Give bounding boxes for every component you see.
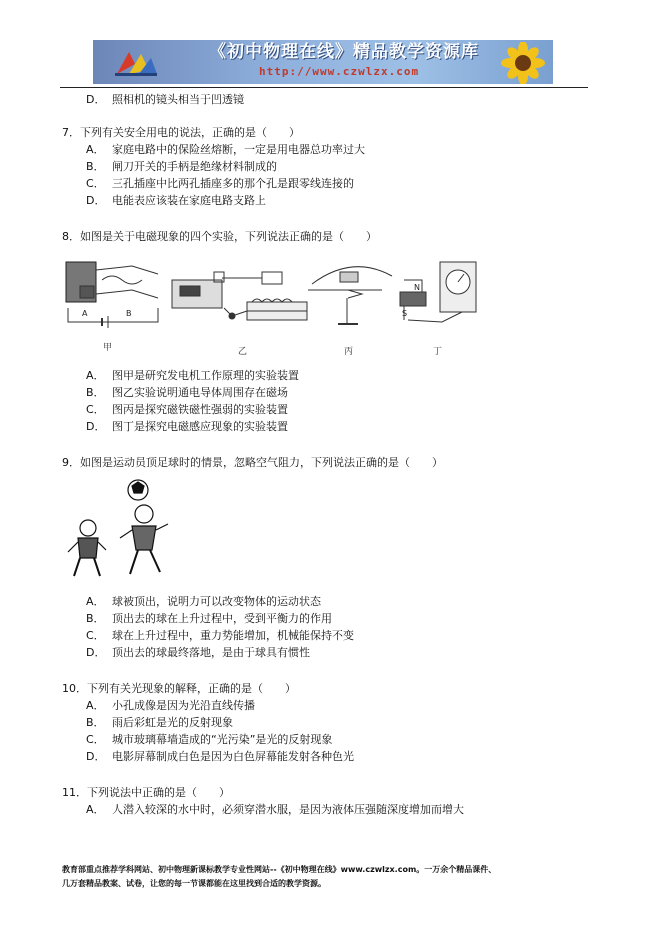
players-drawing bbox=[64, 476, 174, 584]
figure-heading-ball bbox=[64, 476, 174, 584]
header-banner bbox=[93, 40, 553, 84]
footer-line-2: 几万套精品教案、试卷，让您的每一节课都能在这里找到合适的教学资源。 bbox=[62, 879, 326, 888]
q9-option-c: C． 球在上升过程中，重力势能增加，机械能保持不变 bbox=[86, 629, 354, 642]
q8-option-d: D． 图丁是探究电磁感应现象的实验装置 bbox=[86, 420, 288, 433]
label-a: A bbox=[82, 309, 88, 318]
q11-option-a: A． 人潜入较深的水中时，必须穿潜水服，是因为液体压强随深度增加而增大 bbox=[86, 803, 464, 816]
site-logo bbox=[113, 46, 159, 78]
q8-option-a: A． 图甲是研究发电机工作原理的实验装置 bbox=[86, 369, 299, 382]
q8-option-b: B． 图乙实验说明通电导体周围存在磁场 bbox=[86, 386, 288, 399]
header-rule bbox=[60, 87, 588, 88]
banner-title: 《初中物理在线》精品教学资源库 bbox=[209, 42, 479, 62]
q9-option-d: D． 顶出去的球最终落地，是由于球具有惯性 bbox=[86, 646, 310, 659]
caption-jia: 甲 bbox=[103, 343, 113, 353]
question-8: 8．如图是关于电磁现象的四个实验，下列说法正确的是（ ） bbox=[62, 230, 377, 243]
question-9: 9．如图是运动员顶足球时的情景，忽略空气阻力，下列说法正确的是（ ） bbox=[62, 456, 443, 469]
q7-option-c: C． 三孔插座中比两孔插座多的那个孔是跟零线连接的 bbox=[86, 177, 354, 190]
q8-option-c: C． 图丙是探究磁铁磁性强弱的实验装置 bbox=[86, 403, 288, 416]
q9-option-b: B． 顶出去的球在上升过程中，受到平衡力的作用 bbox=[86, 612, 332, 625]
label-s: S bbox=[402, 309, 408, 318]
question-11: 11．下列说法中正确的是（ ） bbox=[62, 786, 230, 799]
q7-option-b: B． 闸刀开关的手柄是绝缘材料制成的 bbox=[86, 160, 277, 173]
caption-ding: 丁 bbox=[433, 347, 443, 357]
sunflower-icon bbox=[493, 42, 553, 84]
q10-option-b: B． 雨后彩虹是光的反射现象 bbox=[86, 716, 233, 729]
label-n: N bbox=[414, 283, 420, 292]
q9-option-a: A． 球被顶出，说明力可以改变物体的运动状态 bbox=[86, 595, 321, 608]
experiment-drawings bbox=[62, 250, 492, 360]
q10-option-d: D． 电影屏幕制成白色是因为白色屏幕能发射各种色光 bbox=[86, 750, 354, 763]
caption-yi: 乙 bbox=[238, 347, 248, 357]
question-7: 7．下列有关安全用电的说法，正确的是（ ） bbox=[62, 126, 300, 139]
q6-option-d: D． 照相机的镜头相当于凹透镜 bbox=[86, 93, 244, 106]
caption-bing: 丙 bbox=[344, 347, 354, 357]
q10-option-c: C． 城市玻璃幕墙造成的“光污染”是光的反射现象 bbox=[86, 733, 333, 746]
question-10: 10．下列有关光现象的解释，正确的是（ ） bbox=[62, 682, 296, 695]
banner-url: http://www.czwlzx.com bbox=[259, 65, 420, 78]
q7-option-a: A． 家庭电路中的保险丝熔断，一定是用电器总功率过大 bbox=[86, 143, 365, 156]
figure-electromagnetism-experiments bbox=[62, 250, 492, 360]
q10-option-a: A． 小孔成像是因为光沿直线传播 bbox=[86, 699, 255, 712]
label-b: B bbox=[126, 309, 132, 318]
q7-option-d: D． 电能表应该装在家庭电路支路上 bbox=[86, 194, 266, 207]
footer-line-1: 教育部重点推荐学科网站、初中物理新课标教学专业性网站--《初中物理在线》www.czwlzx.com。一万余个精品课件、 bbox=[62, 865, 497, 874]
